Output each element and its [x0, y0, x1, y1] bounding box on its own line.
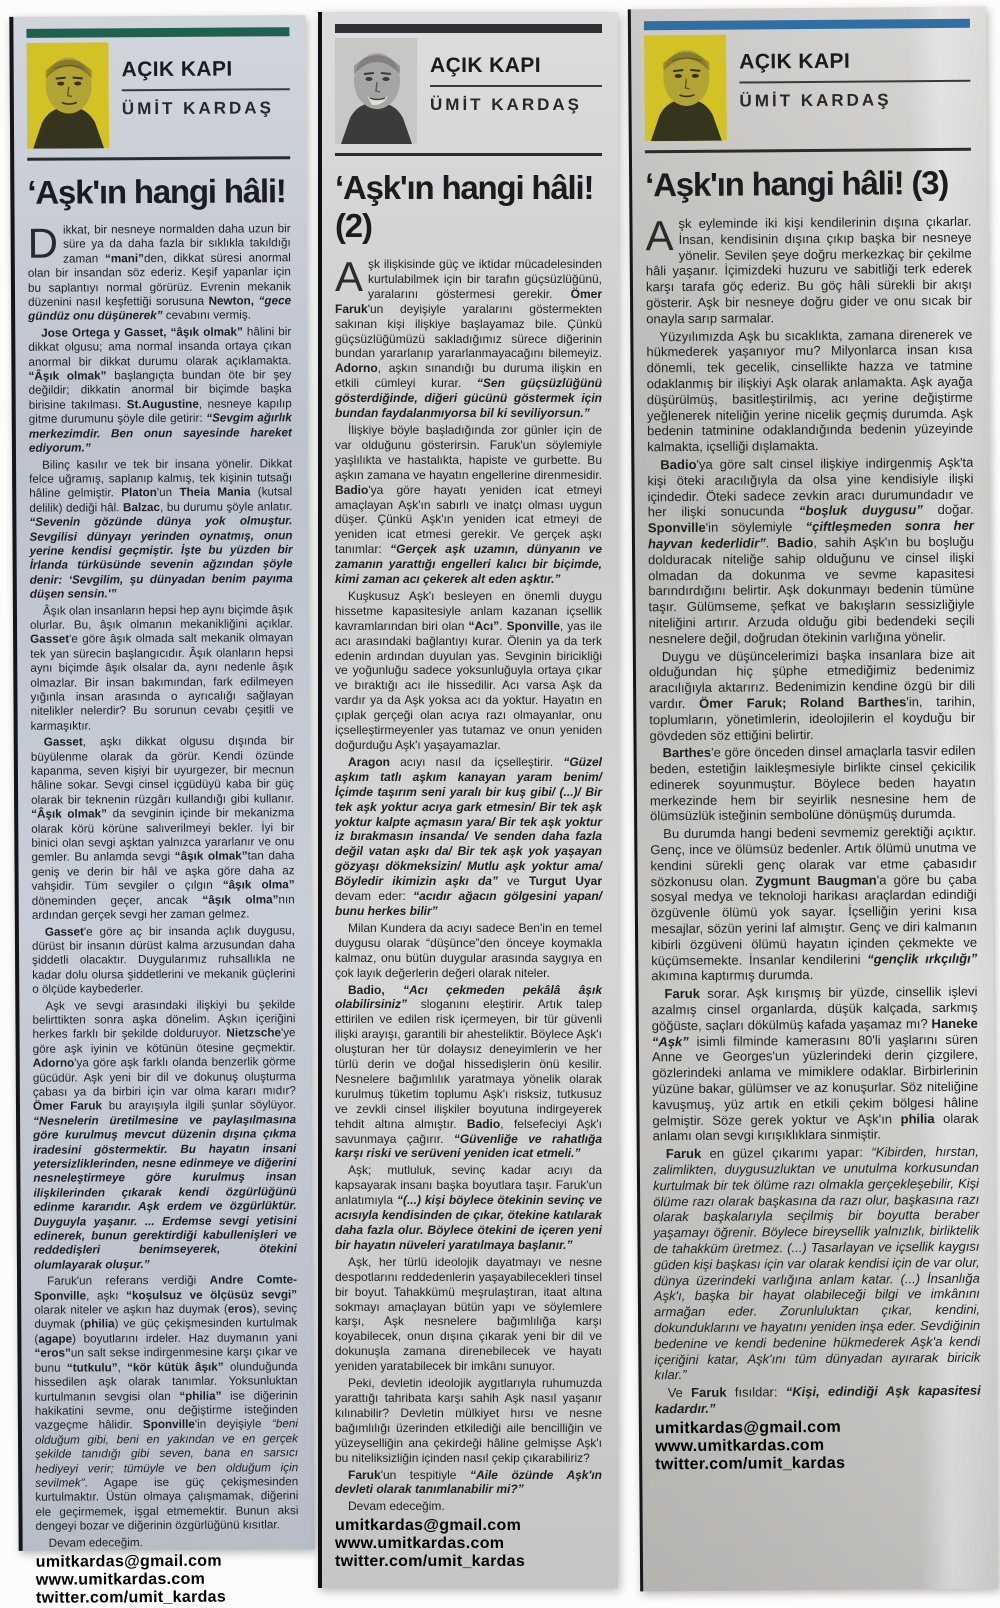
author-name: ÜMİT KARDAŞ [430, 95, 582, 114]
paragraph: Bu durumda hangi bedeni sevmemiz gerektiği açıktır. Genç, ince ve ölümsüz bedenler. Artık ölümü unutma ve kendini sürekli genç olarak var etme çabasıdır sözkonusu olan. Zygmunt Baugman'a göre bu çaba sosyal medya ve teknoloji harikası araçlardan edindiği özgüvenle ölümü yok sayar. İçselliğin yerini kısa mesajlar, sözün yerini laf almıştır. Genç ve diri kalmanın kibirli özgüveni ölümü hayatın içinden çekmekte ve küçümsemekte. İnsanlar kendilerini “gençlik ırkçılığı” akımına kaptırmış durumda. [650, 824, 978, 984]
drop-cap: A [335, 253, 364, 300]
paragraph: Badio, “Acı çekmeden pekâlâ âşık olabilirsiniz” sloganını eleştirir. Artık talep ettirilen ve edilen risk içermeyen, bir tür güvenli ilişki arayışı, garantili bir ahesteliktir. Böylece Aşk'ı oluşturan her tür dolaysız deneyimlerin ve her türlü derin ve doğal hissedişlerin önü kesilir. Nesnelere bağımlılık yaratmaya yönelik olarak kurulmuş tüketim toplumu Aşk'ı risksiz, tutkusuz ve zevkli cinsel ilişkiler boyutuna indirgeyerek tehdit altına almıştır. Badio, felsefeciyi Aşk'ı savunmaya çağırır. “Güvenliğe ve rahatlığa karşı riski ve serüveni yeniden icat etmeli.” [335, 982, 603, 1161]
newspaper-clipping-3 [628, 7, 998, 1592]
column-title: ‘Aşk'ın hangi hâli! (2) [335, 169, 594, 244]
column-body [645, 214, 980, 1417]
paragraph: Kuşkusuz Aşk'ı besleyen en önemli duygu hissetme kapasitesiyle anlam kazanan içsellik kavramlarından biri olan “Acı”. Sponville, yas ile acı arasındaki bağlantıyı kurar. Ölenin ya da terk edenin ardından duyulan yas. Sevginin biricikliği ve yoğunluğu sadece yoksunluğuyla ortaya çıkar ve bıraktığı acı ile hissedilir. Acı varsa Aşk da vardır ya da Aşk yoksa acı da yoktur. Hayatın en çıplak gerçeği olan acıya razı olmayanlar, onu içselleştirmeyenler yas tutamaz ve onun yeniden doğurduğu Aşk'ı yaşayamazlar. [335, 588, 602, 752]
paragraph: Faruk en güzel çıkarımı yapar: “Kibirden, hırstan, zalimlikten, duygusuzluktan ve unutulma korkusundan kurtulmak bir tek ölüme razı olmakla gerçekleşebilir, Kişi ölüme razı olarak başkasına da razı olur, başkasına razı olarak başkalarıyla seçilmiş bir boyutta beraber yaşamayı öğrenir. Böylece bireysellik yalnızlık, birliktelik de tahakküm üretmez. (...) Tasarlayan ve içsellik kaygısı güden kişi başkası için var olarak kendisi için de var olur, dünya üzerindeki varlığına anlam katar. (...) İnsanlığa Aşk'ı, başka bir hayat olabileceği bilgi ve imkânını armağan eder. Zorunluluktan çıkar, kendini, dokunduklarını ve hayatını yeniden inşa eder. Sevdiğinin bedenine ve kendi bedenine hükmederek Aşk'a kendi içeriğini katar, Aşk'ını tüm dünyadan ayırarak biricik kılar.” [652, 1143, 981, 1383]
section-name: AÇIK KAPI [739, 49, 851, 74]
header-rule [645, 148, 971, 154]
paragraph: Barthes'e göre önceden dinsel amaçlarla tasvir edilen beden, estetiğin laikleşmesiyle birlikte cinsel çekicilik edinerek soyunmuştur. Böylece beden hayatın merkezinde hem bir seyirlik nesnesine hem de ölümsüzlük isteğinin sembolüne dönüşmüş durumda. [649, 743, 977, 824]
column-footer [335, 1517, 602, 1571]
masthead [26, 41, 290, 149]
paragraph: Aşk, her türlü ideolojik dayatmayı ve nesne despotlarını reddedenlerin yaşayabilecekleri tinsel bir boyut. Tahakkümü meşrulaştıran, itaat altına sokmayı amaçlayan bütün yapı ve söylemlere karşı, Aşk nesnelere bağımlılığa karşı koyabilecek, onun dışına çıkarak yeni bir dil ve dokunuşla zamana direnebilecek ve hayatı yeniden yaratabilecek bir imkânı sunuyor. [335, 1254, 602, 1374]
masthead-text [121, 41, 289, 119]
newspaper-clipping-1 [9, 15, 314, 1607]
contact-line: www.umitkardas.com [655, 1436, 825, 1456]
author-photo [26, 42, 109, 148]
header-rule [335, 153, 602, 156]
author-name: ÜMİT KARDAŞ [739, 90, 892, 111]
paragraph: Devam edeceğim. [48, 1535, 143, 1550]
accent-bar [335, 24, 602, 33]
masthead-rule [122, 88, 290, 91]
column-body [27, 219, 299, 1551]
masthead-text [430, 38, 602, 115]
author-photo [335, 38, 417, 144]
column-body [335, 253, 603, 1514]
paragraph: Dikkat, bir nesneye normalden daha uzun bir süre ya da daha fazla bir sıklıkla takıldığı zaman “mani”den, dikkat süresi anormal olan bir insandan söz ederiz. Keşif yapanlar için bu saplantıyı normal görürüz. Evrenin mekanik düzenini nasıl keşfettiği sorusuna Newton, “gece gündüz onu düşünerek” cevabını vermiş. [27, 219, 292, 324]
paragraph: Faruk'un referans verdiği Andre Comte-Sponville, aşkı “koşulsuz ve ölçüsüz sevgi” olarak niteler ve aşkın haz duymak (eros), sevinç duymak (philia) ve güç çekişmesinden kurtulmak (agape) boyutlarını irdeler. Haz duymanın yani “eros”un salt sekse indirgenmesine karşı çıkar ve bunu “tutkulu”, “kör kütük âşık” olunduğunda hissedilen aşk olarak tanımlar. Yoksunluktan kurtulmanın sevgisi olan “philia” ise diğerinin hakikatini sevme, onu değiştirme isteğinden vazgeçme hâlidir. Sponville'in deyişiyle “beni olduğum gibi, beni en yakından ve en gerçek şekilde tanıdığı gibi seven, bana en sarsıcı hediyeyi verir; tümüyle ve ben olduğum için sevilmek”. Agape ise güç çekişmesinden kurtulmaktır. Üstün olmaya çalışmamak, diğerini ele geçirmemek, işgal etmemektir. Bunun aksi dengeyi bozar ve diğerinin özgürlüğünü kısıtlar. [34, 1273, 299, 1533]
author-name: ÜMİT KARDAŞ [121, 98, 274, 119]
drop-cap: A [645, 212, 674, 260]
paragraph: Âşık olan insanların hepsi hep aynı biçimde âşık olurlar. Bu, âşık olmanın mekanikliğini açıklar. Gasset'e göre âşık olmada salt mekanik olmayan tek yan sürecin başlangıcıdır. Âşık olanların hepsi aynı biçimde âşık olsalar da, aynı nedenle âşık olmazlar. Bir insan bakımından, fark edilmeyen yığınla insan arasında o ayrıcalığı sağlayan nitelikler nelerdir? Bu sorunun cevabı çeşitli ve karmaşıktır. [29, 602, 294, 733]
column-title: ‘Aşk'ın hangi hâli! (3) [645, 163, 949, 204]
contact-line: umitkardas@gmail.com [654, 1418, 842, 1438]
paragraph: Gasset'e göre aç bir insanda açlık duygusu, dürüst bir insanın dürüst kalma arzusundan daha şiddetli olacaktır. Duygularımız ruhsallıkla ne kadar dolu olursa şiddetlerini ve mekanik güçlerini o ölçüde kaybederler. [31, 923, 296, 996]
paragraph: Faruk'un tespitiyle “Aile özünde Aşk'ın devleti olarak tanımlanabilir mi?” [335, 1467, 602, 1497]
masthead-rule [739, 80, 970, 84]
masthead-text [739, 33, 971, 112]
paragraph: Badio'ya göre salt cinsel ilişkiye indirgenmiş Aşk'ta kişi öteki aracılığıyla da olsa yine kendisiyle ilişki içindedir. Öteki sadece zevkin aracı durumundadır ve her ilişki sonucunda “boşluk duygusu” doğar. Sponville'in söylemiyle “çiftleşmeden sonra her hayvan kederlidir”. Badio, sahih Aşk'ın bu boşluğu dolduracak niteliğe sahip olduğunu ve cinsel ilişki olmadan da dokunma ve sevme kapasitesi barındırdığını belirtir. Aşk dokunmayı bedenin tümüne taşır. Gülümseme, şefkat ve bakışların sessizliğiyle niteliğini artırır. Arzuda olduğu gibi bedendeki seçili nesnelere değil, doğrudan ötekinin varlığına yönelir. [647, 454, 975, 647]
section-name: AÇIK KAPI [430, 54, 541, 77]
contact-line: www.umitkardas.com [35, 1570, 206, 1589]
newspaper-clipping-2 [318, 12, 618, 1588]
contact-line: www.umitkardas.com [335, 1535, 505, 1553]
paragraph: Aşk; mutluluk, sevinç kadar acıyı da kapsayarak insanı başka boyutlara taşır. Faruk'un anlatımıyla “(...) kişi böylece ötekinin sevinç ve acısıyla kendisinden de çıkar, ötekine katılarak daha fazla olur. Böylece ötekini de içeren yeni bir hayatın nüveleri yaratılmaya başlanır.” [335, 1163, 602, 1252]
contact-line: umitkardas@gmail.com [335, 1517, 522, 1535]
column-footer [655, 1417, 981, 1474]
paragraph: Bilinç kasılır ve tek bir insana yönelir. Dikkat felce uğramış, saplanıp kalmış, tek kişinin tutsağı hâline gelmiştir. Platon'un Theia Mania (kutsal delilik) dediği hâl. Balzac, bu durumu şöyle anlatır. “Sevenin gözünde dünya yok olmuştur. Sevgilisi dünyayı yerinden oynatmış, onun yerine kendisi geçmiştir. İşte bu yüzden bir İrlanda türküsünde sevenin ağzından şöyle denir: ‘Sevgilim, şu dünyadan benim payıma düşen sensin.'” [29, 456, 293, 601]
contact-line: twitter.com/umit_kardas [35, 1588, 227, 1607]
paragraph: Jose Ortega y Gasset, “âşık olmak” hâlini bir dikkat olgusu; ama normal insanda ortaya çıkan anormal bir dikkat durumu olarak açıklamakta. “Âşık olmak” başlangıçta bundan öte bir şey değildir; dikkatin anormal bir biçimde başka birisine takılması. St.Augustine, nesneye kapılıp gitme durumunu şöyle dile getirir: “Sevgim ağırlık merkezimdir. Ben onun sayesinde hareket ediyorum.” [28, 325, 292, 455]
paragraph: Milan Kundera da acıyı sadece Ben'in en temel duygusu olarak “düşünce”den önceye koymakla kalmaz, onu bütün duygular arasında saygıya en çok layık değerlerin değeri olarak niteler. [335, 920, 602, 980]
paragraph: Peki, devletin ideolojik aygıtlarıyla ruhumuzda yarattığı tahribata karşı sahih Aşk nasıl yaşanır kılınabilir? Devletin mülkiyet hırsı ve nesne bağımlılığı üzerinden etkilediği aile bencilliğin ve yüzeyselliğin ana çekirdeği hâline gelmişse Aşk'ı bu niteliksizliğin içinden nasıl çekip çıkarabiliriz? [335, 1376, 602, 1465]
header-rule [27, 156, 290, 161]
paragraph: Devam edeceğim. [348, 1499, 445, 1514]
drop-cap: D [27, 219, 59, 267]
paragraph: Faruk sorar. Aşk kırışmış bir yüzde, cinsellik işlevi azalmış cinsel organlarda, düşük kalçada, sarkmış göğüste, saçları dökülmüş kafada yaşamaz mı? Haneke “Aşk” isimli filminde kamerasını 80'li yaşlarını süren Anne ve Georges'un yüzlerindeki derin çizgilere, gözlerindeki anlama ve mimiklere odaklar. Birbirlerinin yüzüne bakar, gülümser ve az konuşurlar. Söz niteliğine kavuşmuş, yüz artık en etkili çekim bölgesi hâline gelmiştir. Söze gerek yoktur ve Aşk'ın philia olarak anlamı olan sevgi kırışıklıklara sinmiştir. [651, 983, 979, 1144]
paragraph: Duygu ve düşüncelerimizi başka insanlara bize ait olduğundan hiç şüphe etmediğimiz bedenimiz aracılığıyla aktarırız. Bedenimizin kendine özgü bir dili vardır. Ömer Faruk; Roland Barthes'in, tarihin, toplumların, yönetimlerin, ideolojilerin el koyduğu bir gövdeden söz ettiğini belirtir. [648, 646, 976, 743]
accent-bar [644, 19, 970, 31]
paragraph: Gasset, aşkı dikkat olgusu dışında bir büyülenme olarak da görür. Kendi özünde kapanma, seven kişiyi bir uyurgezer, bir mecnun hâline sokar. Sevgi cinsel içgüdüyü kaba bir güç olarak bir teknenin rüzgârı kullandığı gibi kullanır. “Âşık olmak” da sevginin içinde bir mekanizma olarak körü körüne salıverilmeyi bekler. İyi bir binici olan sevgi aşktan yalnızca yararlanır ve onu gemler. Bu anlamda sevgi “âşık olmak”tan daha geniş ve derin bir hâl ve aşka göre daha az vahşidir. Tüm sevgiler o çılgın “âşık olma” döneminden geçer, ancak “âşık olma”nın ardından gerçek sevgi her zaman gelmez. [30, 734, 295, 922]
paragraph: Aragon acıyı nasıl da içselleştirir. “Güzel aşkım tatlı aşkım kanayan yaram benim/ İçimde taşırım seni yaralı bir kuş gibi/ (...)/ Bir tek aşk yoktur acıya gark etmesin/ Bir tek aşk yoktur kalpte açmasın yara/ Bir tek aşk yoktur iz bırakmasın insanda/ Ve senden daha fazla değil vatan aşkı da/ Bir tek aşk yok yaşayan gözyaşı dökmeksizin/ Mutlu aşk yoktur ama/ Böyledir ikimizin aşkı da” ve Turgut Uyar devam eder: “acıdır ağacın gölgesini yapan/ bunu herkes bilir” [335, 754, 602, 918]
paragraph: İlişkiye böyle başladığında zor günler için de var olduğunu gösterirsin. Faruk'un söylemiyle yaşlılıkta ve hastalıkta, hapiste ve gurbette. Bu aşkın zamana ve hayatın engellerine direnmesidir. Badio'ya göre hayatı yeniden icat etmeyi amaçlayan Aşk'ın sabırlı ve inatçı olması uygun düşer. Çünkü Aşk'ın yeniden icat etmeyi de yeniden icat etmesi gerekir. Ve gerçek aşkı tanımlar: “Gerçek aşk uzamın, dünyanın ve zamanın yarattığı engelleri kalıcı bir biçimde, kimi zaman acı çekerek alt eden aşktır.” [335, 422, 602, 587]
paragraph: Aşk ilişkisinde güç ve iktidar mücadelesinden kurtulabilmek için bir tarafın güçsüzlüğünü, yaralarını göstermesi gerekir. Ömer Faruk'un deyişiyle yaralarını göstermekten sakınan kişi ilişkiye başlayamaz bile. Çünkü güçsüzlüğümüzü sakladığımız sürece diğerinin bundan yararlanıp yararlanmayacağını bilemeyiz. Adorno, aşkın sınandığı bu duruma ilişkin en etkili cümleyi kurar. “Sen güçsüzlüğünü gösterdiğinde, diğeri gücünü göstermek için bundan faydalanmıyorsa bil ki seviliyorsun.” [335, 253, 602, 421]
paragraph: Aşk eyleminde iki kişi kendilerinin dışına çıkarlar. İnsan, kendisinin dışına çıkıp başka bir nesneye yönelir. Sevilen şeye doğru merkezkaç bir çekilme hâli yaşanır. İçimizdeki huzuru ve sabitliği terk ederek karşı tarafa göç ederiz. Bu göç hâli sürekli bir akışı gösterir. Aşk bir nesneye doğru gider ve onu sıcak bir onayla sarıp sarmalar. [645, 212, 973, 327]
contact-line: twitter.com/umit_kardas [335, 1553, 526, 1571]
contact-line: umitkardas@gmail.com [35, 1552, 222, 1571]
accent-bar [26, 27, 289, 38]
section-name: AÇIK KAPI [121, 57, 233, 82]
paragraph: Yüzyılımızda Aşk bu sıcaklıkta, zamana direnerek ve hükmederek yaşanıyor mu? Milyonlarca insan kısa dönemli, tek gecelik, cinsellikte hazza ve tatmine odaklanmış bir ilişkiyi Aşk olarak anlamakta. Aşk ayağa düşürülmüş, basitleştirilmiş, acı yerine değiştirme yeğlenerek niteliğin yerine nicelik geçmiş durumda. Aşk bedenin tatminine odaklandığında bedenin yüzeyinde kalmakta, içselliği dışlamakta. [646, 326, 974, 455]
author-photo [644, 35, 727, 142]
contact-line: twitter.com/umit_kardas [655, 1454, 846, 1474]
paragraph: Aşk ve sevgi arasındaki ilişkiyi bu şekilde belirttikten sonra aşka dönelim. Aşkın içeriğini herkes farklı bir şekilde dolduruyor. Nietzsche'ye göre aşk iyinin ve kötünün ötesine geçmektir. Adorno'ya göre aşk farklı olanda benzerlik görme gücüdür. Aşk yeni bir dil ve dokunuş oluşturma çabası ya da birbiri için var olma kararı mıdır? Ömer Faruk bu arayışıyla ilgili şunlar söylüyor. “Nesnelerin üretilmesine ve paylaşılmasına göre kurulmuş mevcut düzenin dışına çıkma iradesini göstermektir. Bu hayatın insani yetersizliklerinden, nesne edinmeye ve diğerini nesneleştirmeye göre kurulmuş insan ilişkilerinden çıkarak kendi özgürlüğünü edinme kararıdır. Aşk erdem ve özgürlüktür. Duyguyla yaşanır. ... Erdemse sevgi yetisini edinerek, bunun gerektirdiği kabullenişleri ve reddedişleri benimseyerek, ötekini olumlayarak oluşur.” [32, 997, 297, 1272]
masthead-rule [430, 85, 602, 87]
paragraph: Ve Faruk fısıldar: “Kişi, edindiği Aşk kapasitesi kadardır.” [654, 1382, 981, 1417]
column-footer [36, 1552, 299, 1608]
masthead [644, 33, 971, 142]
masthead [335, 38, 602, 144]
column-title: ‘Aşk'ın hangi hâli! [27, 172, 286, 211]
